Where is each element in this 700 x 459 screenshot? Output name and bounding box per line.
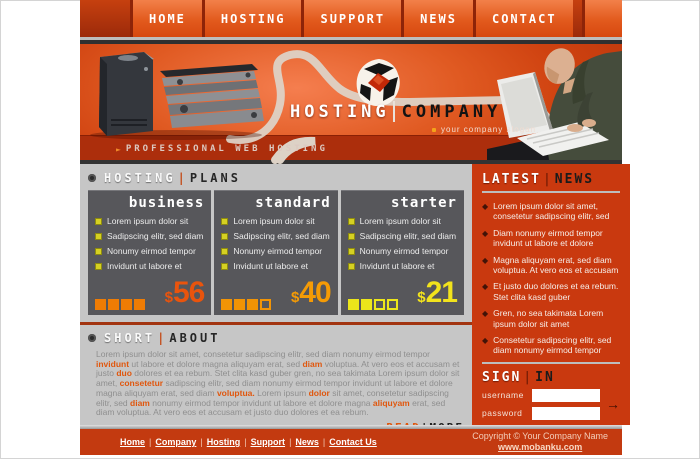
footer-link-hosting[interactable]: Hosting [206, 437, 241, 447]
plan-price-value: 21 [425, 276, 457, 309]
paragraph-text: Lorem ipsum dolor sit amet, consetetur sadipscing elitr, sed diam nonumy eirmod tempor [96, 349, 431, 359]
man-with-laptop-photo [487, 44, 622, 160]
footer-link-contact-us[interactable]: Contact Us [329, 437, 377, 447]
nav-item-support[interactable] [301, 0, 401, 37]
square-bullet-icon [348, 218, 355, 225]
filled-square-icon [108, 299, 119, 310]
plan-title: starter [390, 195, 457, 211]
footer-copyright [472, 431, 608, 453]
site-container [80, 0, 622, 455]
logo-secondary: COMPANY [401, 101, 502, 122]
plan-level-squares [348, 299, 398, 310]
signin-heading-primary: SIGN [482, 369, 522, 385]
left-column [80, 164, 472, 425]
signin-rule [482, 362, 620, 364]
plan-feature [95, 246, 204, 256]
username-row [482, 389, 600, 402]
plan-price [164, 276, 205, 310]
plan-card-business [88, 190, 211, 315]
news-item [482, 255, 620, 276]
news-item-text: Lorem ipsum dolor sit amet, consetetur sadipscing elitr, sed [493, 201, 610, 222]
plan-price-currency: $ [164, 289, 173, 306]
news-panel [472, 164, 630, 425]
main-content [80, 164, 622, 425]
diamond-bullet-icon: ◆ [482, 336, 489, 346]
header-banner [80, 44, 622, 160]
news-item [482, 308, 620, 329]
news-heading-separator: | [542, 172, 553, 187]
news-item-text: Diam nonumy eirmod tempor invidunt ut labore et dolore [493, 227, 603, 249]
plan-feature-text: Sadipscing elitr, sed diam [233, 231, 330, 241]
square-bullet-icon [221, 218, 228, 225]
plan-feature-text: Lorem ipsum dolor sit [233, 216, 315, 226]
filled-square-icon [348, 299, 359, 310]
top-navbar [80, 0, 622, 37]
website-link[interactable]: www.mobanku.com [498, 442, 583, 452]
signin-heading-secondary: IN [535, 369, 555, 385]
footer-link-separator: | [322, 437, 326, 447]
about-heading [88, 331, 464, 345]
diamond-bullet-icon: ◆ [482, 228, 489, 238]
plan-feature [95, 216, 204, 226]
plan-cards [88, 190, 464, 315]
about-rule [80, 322, 472, 325]
tagline-text: PROFESSIONAL WEB HOSTING [125, 144, 328, 154]
plan-feature [221, 216, 330, 226]
footer-link-separator: | [149, 437, 152, 447]
footer-link-news[interactable]: News [295, 437, 319, 447]
diamond-bullet-icon: ◆ [482, 255, 489, 265]
plan-price-row [221, 276, 331, 310]
logo [290, 101, 501, 122]
plans-heading-separator: | [177, 171, 188, 185]
news-item-text: Magna aliquyam erat, sed diam voluptua. At vero eos et accusam [493, 254, 619, 276]
square-bullet-icon [95, 218, 102, 225]
plan-feature-text: Invidunt ut labore et [233, 261, 308, 271]
highlighted-word: invidunt [96, 358, 130, 369]
nav-separator-bar [80, 37, 622, 44]
news-heading-primary: LATEST [482, 172, 541, 187]
plan-feature [348, 216, 457, 226]
nav-items [130, 0, 622, 37]
plan-title: business [128, 195, 205, 211]
diamond-bullet-icon: ◆ [482, 282, 489, 292]
plan-feature-text: Sadipscing elitr, sed diam [107, 231, 204, 241]
password-row [482, 407, 600, 420]
footer-link-home[interactable]: Home [120, 437, 146, 447]
signin-form [482, 389, 620, 420]
paragraph-text: dolores et ea rebum. Stet clita kasd guber gren, no sea takimata Lorem ipsum dolor sit amet, [96, 368, 460, 389]
nav-item-hosting[interactable] [202, 0, 302, 37]
arrow-bullet-icon: ► [116, 144, 121, 154]
nav-item-contact[interactable] [473, 0, 573, 37]
plan-feature [95, 261, 204, 271]
nav-filler-block [582, 0, 622, 37]
highlighted-word: diam [130, 397, 150, 408]
news-item [482, 228, 620, 249]
square-bullet-icon [95, 263, 102, 270]
plan-feature-text: Nonumy eirmod tempor [359, 246, 449, 256]
square-bullet-icon [95, 248, 102, 255]
cube-logo-icon [356, 59, 402, 107]
copyright-text: Copyright © Your Company Name [472, 431, 608, 441]
slogan-text: your company slogan [441, 125, 537, 134]
square-bullet-icon [221, 263, 228, 270]
plan-title: standard [255, 195, 331, 211]
news-item [482, 335, 620, 356]
plan-feature-text: Lorem ipsum dolor sit [359, 216, 441, 226]
nav-item-label: HOSTING [220, 11, 286, 26]
nav-item-label: SUPPORT [320, 11, 386, 26]
plan-feature [221, 246, 330, 256]
plan-price [290, 276, 331, 310]
paragraph-text: erat, sed diam voluptua. At vero eos et accusam et justo duo dolores et ea rebum. [96, 397, 446, 418]
nav-item-label: HOME [149, 11, 186, 26]
footer [80, 429, 622, 455]
password-label: password [482, 408, 523, 419]
highlighted-word: consetetur [119, 378, 164, 389]
plan-feature-text: Invidunt ut labore et [359, 261, 435, 271]
filled-square-icon [95, 299, 106, 310]
slogan-bullet-icon [432, 128, 436, 132]
plan-feature-text: Nonumy eirmod tempor [107, 246, 196, 256]
square-bullet-icon [348, 233, 355, 240]
footer-link-support[interactable]: Support [250, 437, 286, 447]
highlighted-word: aliquyam [372, 397, 410, 408]
empty-square-icon [260, 299, 271, 310]
paragraph-text: sadipscing elitr, sed diam nonumy eirmod tempor invidunt ut labore et dolore magna aliquyam erat, sed diam [96, 378, 453, 398]
plan-card-standard [214, 190, 337, 315]
paragraph-text: voluptua. At vero eos et accusam et justo [96, 358, 460, 379]
square-bullet-icon [348, 248, 355, 255]
footer-link-company[interactable]: Company [155, 437, 197, 447]
news-heading-secondary: NEWS [554, 172, 595, 187]
tagline [116, 144, 328, 154]
circle-bullet-icon [88, 334, 96, 342]
paragraph-text: sit amet, consetetur sadipscing elitr, sed [96, 387, 449, 408]
highlighted-word: voluptua. [216, 387, 255, 398]
filled-square-icon [234, 299, 245, 310]
plan-feature [221, 261, 330, 271]
news-item [482, 201, 620, 222]
paragraph-text: Lorem ipsum [254, 387, 309, 398]
about-paragraph [88, 350, 464, 418]
slogan [432, 125, 536, 134]
plan-price-row [348, 276, 457, 310]
about-heading-separator: | [157, 331, 168, 345]
circle-bullet-icon [88, 174, 96, 182]
plans-heading-secondary: PLANS [189, 171, 241, 185]
news-item-text: Et justo duo dolores et ea rebum. Stet clita kasd guber [493, 281, 619, 302]
footer-link-separator: | [289, 437, 292, 447]
highlighted-word: duo [116, 368, 132, 379]
square-bullet-icon [221, 248, 228, 255]
square-bullet-icon [95, 233, 102, 240]
plan-feature [95, 231, 204, 241]
nav-item-home[interactable] [130, 0, 202, 37]
plan-feature [221, 231, 330, 241]
news-item [482, 281, 620, 302]
username-input[interactable] [532, 389, 600, 402]
plan-card-starter [341, 190, 464, 315]
plan-feature-text: Nonumy eirmod tempor [233, 246, 323, 256]
plan-price-value: 56 [172, 276, 205, 309]
diamond-bullet-icon: ◆ [482, 309, 489, 319]
plan-price [417, 276, 457, 310]
plan-price-currency: $ [417, 289, 426, 306]
filled-square-icon [221, 299, 232, 310]
plan-feature-text: Sadipscing elitr, sed diam [359, 231, 457, 241]
highlighted-word: dolor [308, 387, 330, 398]
about-heading-secondary: ABOUT [169, 331, 221, 345]
square-bullet-icon [348, 263, 355, 270]
about-heading-primary: SHORT [104, 331, 156, 345]
plan-price-row [95, 276, 205, 310]
filled-square-icon [247, 299, 258, 310]
logo-primary: HOSTING [290, 101, 390, 122]
arrow-right-icon[interactable]: → [606, 395, 620, 412]
nav-item-label: NEWS [420, 11, 457, 26]
empty-square-icon [387, 299, 398, 310]
plans-heading [88, 171, 464, 185]
plan-feature [348, 246, 457, 256]
filled-square-icon [134, 299, 145, 310]
nav-item-news[interactable] [401, 0, 473, 37]
diamond-bullet-icon: ◆ [482, 202, 489, 211]
plan-feature [348, 261, 457, 271]
square-bullet-icon [221, 233, 228, 240]
filled-square-icon [361, 299, 372, 310]
plan-price-currency: $ [290, 289, 300, 306]
password-input[interactable] [532, 407, 600, 420]
news-item-text: Gren, no sea takimata Lorem ipsum dolor sit amet [493, 308, 604, 329]
signin-heading-separator: | [523, 369, 534, 385]
nav-item-label: CONTACT [491, 11, 557, 26]
username-label: username [482, 390, 524, 401]
footer-links [120, 437, 377, 447]
paragraph-text: ut labore et dolore magna aliquyam erat, sed [129, 358, 303, 369]
footer-link-separator: | [244, 437, 247, 447]
highlighted-word: diam [302, 358, 323, 369]
plan-level-squares [95, 299, 145, 310]
plan-price-value: 40 [299, 276, 331, 309]
news-list [482, 201, 620, 356]
paragraph-text: nonumy eirmod tempor invidunt ut labore et dolore magna [149, 397, 373, 408]
plan-feature-text: Lorem ipsum dolor sit [107, 216, 189, 226]
plan-feature [348, 231, 457, 241]
news-heading [482, 172, 620, 187]
news-item-text: Consetetur sadipscing elitr, sed diam nonumy eirmod tempor [493, 335, 612, 356]
signin-heading [482, 370, 620, 385]
empty-square-icon [374, 299, 385, 310]
plan-feature-text: Invidunt ut labore et [107, 261, 182, 271]
plan-level-squares [221, 299, 271, 310]
servers-image [84, 47, 269, 141]
plans-heading-primary: HOSTING [104, 171, 176, 185]
news-rule [482, 191, 620, 193]
logo-divider [393, 101, 395, 122]
filled-square-icon [121, 299, 132, 310]
footer-link-separator: | [200, 437, 203, 447]
